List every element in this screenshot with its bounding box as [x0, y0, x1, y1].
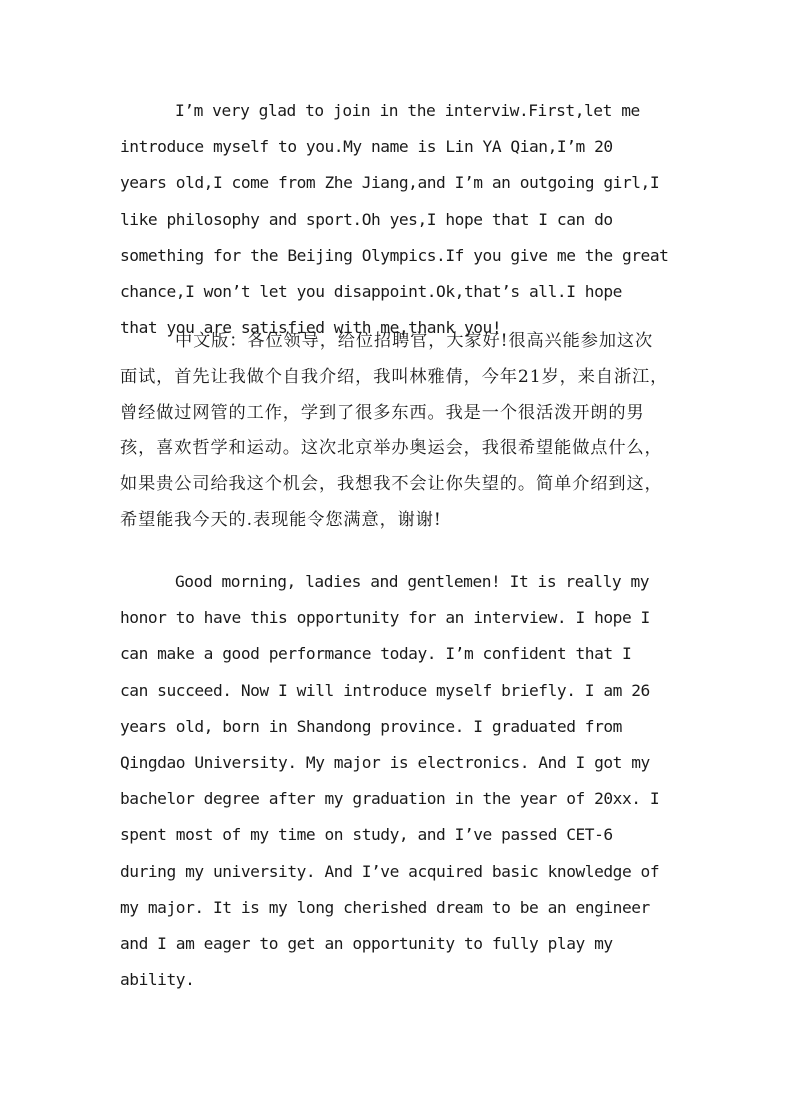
paragraph-line: 中文版：各位领导，给位招聘官，大家好!很高兴能参加这次	[175, 331, 654, 351]
paragraph-line: and I am eager to get an opportunity to fully play my	[120, 934, 613, 954]
paragraph-line: Qingdao University. My major is electronics. And I got my	[120, 753, 650, 773]
paragraph-line: that you are satisfied with me,thank you!	[120, 318, 502, 338]
paragraph-line: during my university. And I’ve acquired basic knowledge of	[120, 861, 660, 881]
paragraph-line: 孩，喜欢哲学和运动。这次北京举办奥运会，我很希望能做点什么，	[120, 438, 663, 459]
paragraph-line: ability.	[120, 970, 195, 990]
paragraph-line: Good morning, ladies and gentlemen! It is really my	[175, 572, 650, 591]
paragraph-line: 面试，首先让我做个自我介绍，我叫林雅倩，今年21岁，来自浙江，	[120, 366, 669, 387]
paragraph-line: like philosophy and sport.Oh yes,I hope that I can do	[120, 209, 613, 229]
english-intro-paragraph	[120, 93, 680, 346]
paragraph-line: honor to have this opportunity for an interview. I hope I	[120, 608, 650, 628]
chinese-version-paragraph	[120, 324, 680, 539]
paragraph-line: something for the Beijing Olympics.If you give me the great	[120, 245, 669, 265]
paragraph-line: 希望能我今天的.表现能令您满意，谢谢!	[120, 509, 442, 530]
paragraph-line: spent most of my time on study, and I’ve passed CET-6	[120, 825, 613, 845]
paragraph-line: my major. It is my long cherished dream to be an engineer	[120, 897, 650, 917]
paragraph-line: can succeed. Now I will introduce myself briefly. I am 26	[120, 680, 650, 700]
paragraph-line: bachelor degree after my graduation in the year of 20xx. I	[120, 789, 660, 809]
paragraph-line: 曾经做过网管的工作，学到了很多东西。我是一个很活泼开朗的男	[120, 402, 645, 423]
paragraph-line: chance,I won’t let you disappoint.Ok,that’s all.I hope	[120, 282, 622, 302]
paragraph-line: I’m very glad to join in the interviw.First,let me	[175, 101, 640, 120]
english-interview-paragraph	[120, 564, 680, 998]
paragraph-line: 如果贵公司给我这个机会，我想我不会让你失望的。简单介绍到这，	[120, 474, 663, 495]
paragraph-line: years old,I come from Zhe Jiang,and I’m an outgoing girl,I	[120, 173, 660, 193]
paragraph-line: introduce myself to you.My name is Lin YA Qian,I’m 20	[120, 137, 613, 157]
paragraph-line: can make a good performance today. I’m confident that I	[120, 644, 632, 664]
paragraph-line: years old, born in Shandong province. I graduated from	[120, 716, 622, 736]
